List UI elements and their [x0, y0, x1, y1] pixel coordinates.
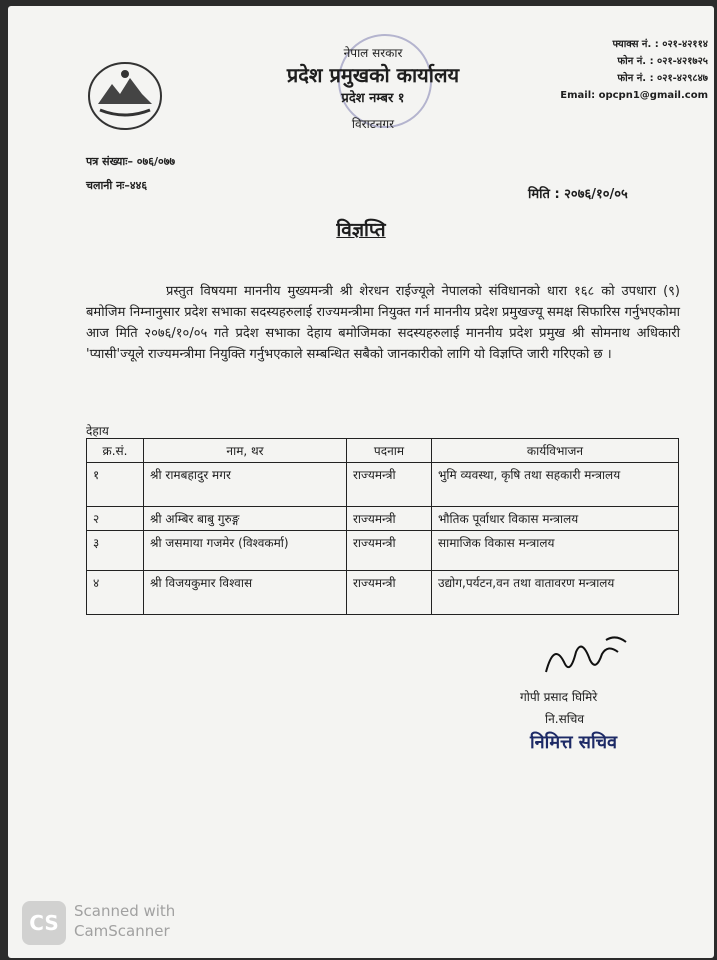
letterhead — [208, 46, 538, 134]
cell-designation: राज्यमन्त्री — [347, 571, 432, 615]
phone-number-2: फोन नं. : ०२१-४२९८४७ — [617, 73, 708, 84]
dispatch-number: चलानी नः–४४६ — [86, 179, 148, 192]
notice-body: प्रस्तुत विषयमा माननीय मुख्यमन्त्री श्री शेरधन राईज्यूले नेपालको संविधानको धारा १६८ को उपधारा (९) बमोजिम निम्नानुसार प्रदेश सभाका सदस्यहरुलाई राज्यमन्त्रीमा नियुक्त गर्न माननीय प्रदेश प्रमुखज्यू समक्ष सिफारिस गर्नुभएकोमा आज मिति २०७६/१०/०५ गते प्रदेश सभाका देहाय बमोजिमका सदस्यहरुलाई माननीय प्रदेश प्रमुख श्री सोमनाथ अधिकारी 'प्यासी'ज्यूले राज्यमन्त्रीमा नियुक्ति गर्नुभएकाले सम्बन्धित सबैको जानकारीको लागि यो विज्ञप्ति जारी गरिएको छ । — [86, 284, 680, 362]
cell-designation: राज्यमन्त्री — [347, 507, 432, 531]
cell-portfolio: भौतिक पूर्वाधार विकास मन्त्रालय — [432, 507, 679, 531]
nepal-emblem-icon — [86, 60, 164, 132]
cell-portfolio: उद्योग,पर्यटन,वन तथा वातावरण मन्त्रालय — [432, 571, 679, 615]
cell-name: श्री अम्बिर बाबु गुरुङ्ग — [144, 507, 347, 531]
letter-number: पत्र संख्याः– ०७६/०७७ — [86, 155, 176, 168]
handwritten-signature-icon — [536, 632, 636, 687]
table-row — [87, 531, 679, 571]
phone-number-1: फोन नं. : ०२१-४२१७२५ — [617, 56, 708, 67]
letter-date: मिति : २०७६/१०/०५ — [528, 187, 628, 202]
cell-designation: राज्यमन्त्री — [347, 531, 432, 571]
table-label: देहाय — [86, 424, 109, 438]
notice-title-text: विज्ञप्ति — [336, 219, 386, 241]
cell-portfolio: सामाजिक विकास मन्त्रालय — [432, 531, 679, 571]
city-name: विराटनगर — [351, 117, 395, 131]
table-row — [87, 507, 679, 531]
letter-page — [8, 6, 714, 958]
camscanner-logo-icon: CS — [22, 901, 66, 945]
cell-name: श्री रामबहादुर मगर — [144, 463, 347, 507]
cell-serial: २ — [87, 507, 144, 531]
cell-serial: ३ — [87, 531, 144, 571]
contact-block — [528, 36, 708, 104]
table-row — [87, 463, 679, 507]
cell-portfolio: भुमि व्यवस्था, कृषि तथा सहकारी मन्त्रालय — [432, 463, 679, 507]
signatory-name: गोपी प्रसाद घिमिरे — [520, 690, 598, 704]
cell-designation: राज्यमन्त्री — [347, 463, 432, 507]
notice-title — [8, 216, 714, 242]
table-header-row — [87, 439, 679, 463]
signatory-title: नि.सचिव — [545, 712, 585, 726]
header-portfolio: कार्यविभाजन — [432, 439, 679, 463]
email-address: Email: opcpn1@gmail.com — [560, 90, 708, 101]
header-designation: पदनाम — [347, 439, 432, 463]
cell-name: श्री विजयकुमार विश्वास — [144, 571, 347, 615]
appointment-table — [86, 438, 679, 615]
government-name: नेपाल सरकार — [343, 46, 403, 60]
acting-secretary-stamp: निमित्त सचिव — [530, 732, 618, 753]
office-name: प्रदेश प्रमुखको कार्यालय — [286, 63, 460, 87]
header-name: नाम, थर — [144, 439, 347, 463]
watermark-line-1: Scanned with — [74, 902, 176, 920]
cell-serial: १ — [87, 463, 144, 507]
fax-number: फ्याक्स नं. : ०२१-४२११४ — [612, 39, 708, 50]
watermark-line-2: CamScanner — [74, 922, 170, 940]
province-name: प्रदेश नम्बर १ — [341, 91, 405, 106]
camscanner-watermark — [74, 901, 175, 941]
table-row — [87, 571, 679, 615]
cell-name: श्री जसमाया गजमेर (विश्वकर्मा) — [144, 531, 347, 571]
header-serial: क्र.सं. — [87, 439, 144, 463]
cell-serial: ४ — [87, 571, 144, 615]
